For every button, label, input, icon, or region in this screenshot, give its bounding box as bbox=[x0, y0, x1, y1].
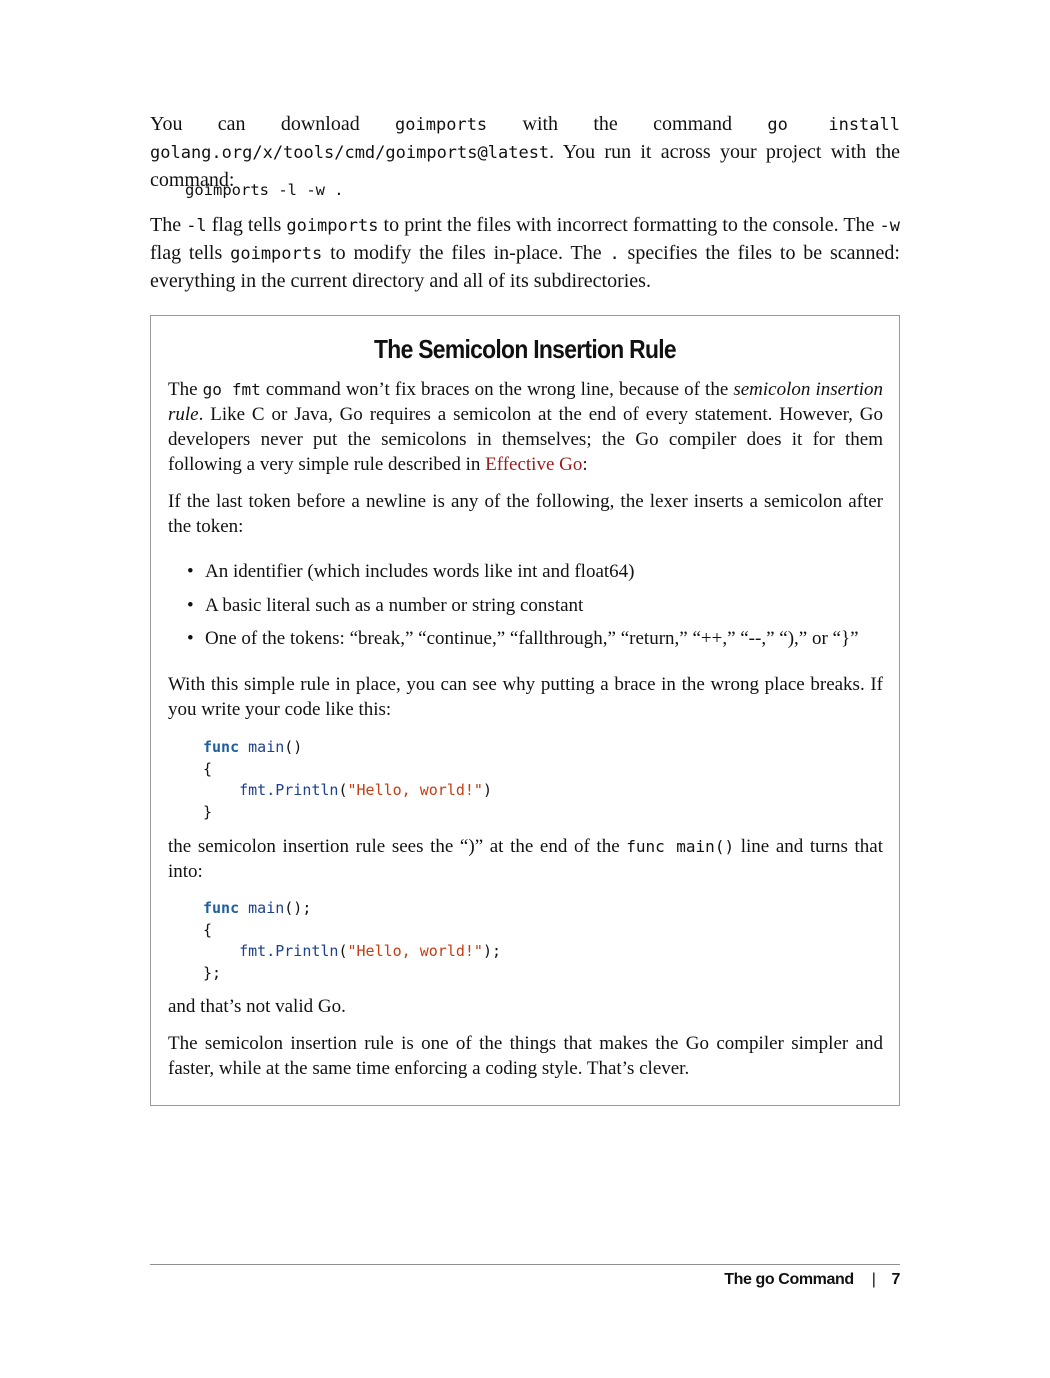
list-item: • A basic literal such as a number or string constant bbox=[168, 593, 888, 627]
code-block-wrong-brace bbox=[203, 737, 492, 823]
code-punct: (); bbox=[284, 899, 312, 917]
code-function-name: main bbox=[248, 899, 285, 917]
text-run: flag tells bbox=[150, 242, 231, 264]
code-block-with-semicolons bbox=[203, 898, 501, 984]
inline-code: goimports bbox=[395, 115, 488, 135]
code-indent bbox=[203, 942, 239, 960]
inline-code: . bbox=[609, 244, 620, 264]
code-punct: ( bbox=[338, 781, 348, 799]
footer-divider bbox=[150, 1264, 900, 1265]
sidebar-paragraph: With this simple rule in place, you can see why putting a brace in the wrong place breaks. If you write your code like this: bbox=[168, 674, 883, 720]
code-call: fmt.Println bbox=[239, 781, 339, 799]
text-run: . You run it across your project with the command: bbox=[150, 141, 900, 191]
list-item: • One of the tokens: “break,” “continue,” “fallthrough,” “return,” “++,” “--,” “),” or “}” bbox=[168, 626, 888, 660]
text-run: command won’t fix braces on the wrong line, because of the bbox=[260, 379, 734, 400]
emphasis-term: semicolon insertion rule bbox=[168, 379, 883, 425]
code-punct: ) bbox=[482, 781, 492, 799]
list-item: • An identifier (which includes words like int and float64) bbox=[168, 559, 888, 593]
text-run: with the command bbox=[487, 113, 768, 135]
sidebar-paragraph: The semicolon insertion rule is one of the things that makes the Go compiler simpler and faster, while at the same time enforcing a coding style. That’s clever. bbox=[168, 1033, 883, 1079]
page-footer bbox=[724, 1271, 900, 1289]
text-run: You can download bbox=[150, 113, 396, 135]
inline-code: go install golang.org/x/tools/cmd/goimports@latest bbox=[150, 115, 900, 163]
command-code-block: goimports -l -w . bbox=[185, 181, 344, 199]
sidebar-title: The Semicolon Insertion Rule bbox=[374, 334, 676, 364]
sidebar-paragraph: and that’s not valid Go. bbox=[168, 996, 346, 1017]
inline-code: -l bbox=[186, 216, 207, 236]
text-run: line and turns that into: bbox=[168, 836, 883, 882]
bullet-list bbox=[168, 559, 888, 660]
text-run: The bbox=[150, 214, 187, 236]
text-run: . Like C or Java, Go requires a semicolon at the end of every statement. However, Go developers never put the semicolons in themselves; the Go compiler does it for them following a very simple rule described in bbox=[168, 404, 883, 475]
sidebar-box bbox=[150, 315, 900, 1106]
code-punct: () bbox=[284, 738, 303, 756]
inline-code: func main() bbox=[626, 837, 735, 856]
effective-go-link[interactable]: Effective Go bbox=[485, 454, 583, 475]
code-function-name: main bbox=[248, 738, 285, 756]
sidebar-paragraph bbox=[168, 834, 883, 884]
code-punct: ); bbox=[482, 942, 502, 960]
text-run: to print the files with incorrect formatting to the console. The bbox=[378, 214, 880, 236]
flags-paragraph bbox=[150, 212, 900, 295]
code-punct: } bbox=[203, 802, 213, 821]
text-run: to modify the files in-place. The bbox=[322, 242, 610, 264]
code-punct: ( bbox=[338, 942, 348, 960]
code-keyword: func bbox=[203, 899, 240, 917]
inline-code: -w bbox=[879, 216, 900, 236]
page-number: 7 bbox=[891, 1271, 900, 1288]
inline-code: go fmt bbox=[202, 380, 261, 399]
footer-section-title: The go Command bbox=[724, 1271, 854, 1288]
sidebar-paragraph: If the last token before a newline is any of the following, the lexer inserts a semicolon after the token: bbox=[168, 491, 883, 537]
code-call: fmt.Println bbox=[239, 942, 339, 960]
inline-code: goimports bbox=[286, 216, 379, 236]
code-punct: { bbox=[203, 920, 213, 939]
code-string: "Hello, world!" bbox=[347, 942, 483, 960]
code-punct: }; bbox=[203, 963, 222, 982]
inline-code: goimports bbox=[230, 244, 323, 264]
text-run: the semicolon insertion rule sees the “)” at the end of the bbox=[168, 836, 627, 857]
text-run: The bbox=[168, 379, 203, 400]
code-punct: { bbox=[203, 759, 213, 778]
code-indent bbox=[203, 781, 239, 799]
code-string: "Hello, world!" bbox=[347, 781, 483, 799]
text-run: flag tells bbox=[206, 214, 287, 236]
text-run: specifies the files to be scanned: everything in the current directory and all of its subdirectories. bbox=[150, 242, 900, 292]
footer-separator: | bbox=[871, 1271, 876, 1288]
sidebar-paragraph bbox=[168, 377, 883, 477]
code-keyword: func bbox=[203, 738, 240, 756]
text-run: : bbox=[582, 454, 588, 475]
